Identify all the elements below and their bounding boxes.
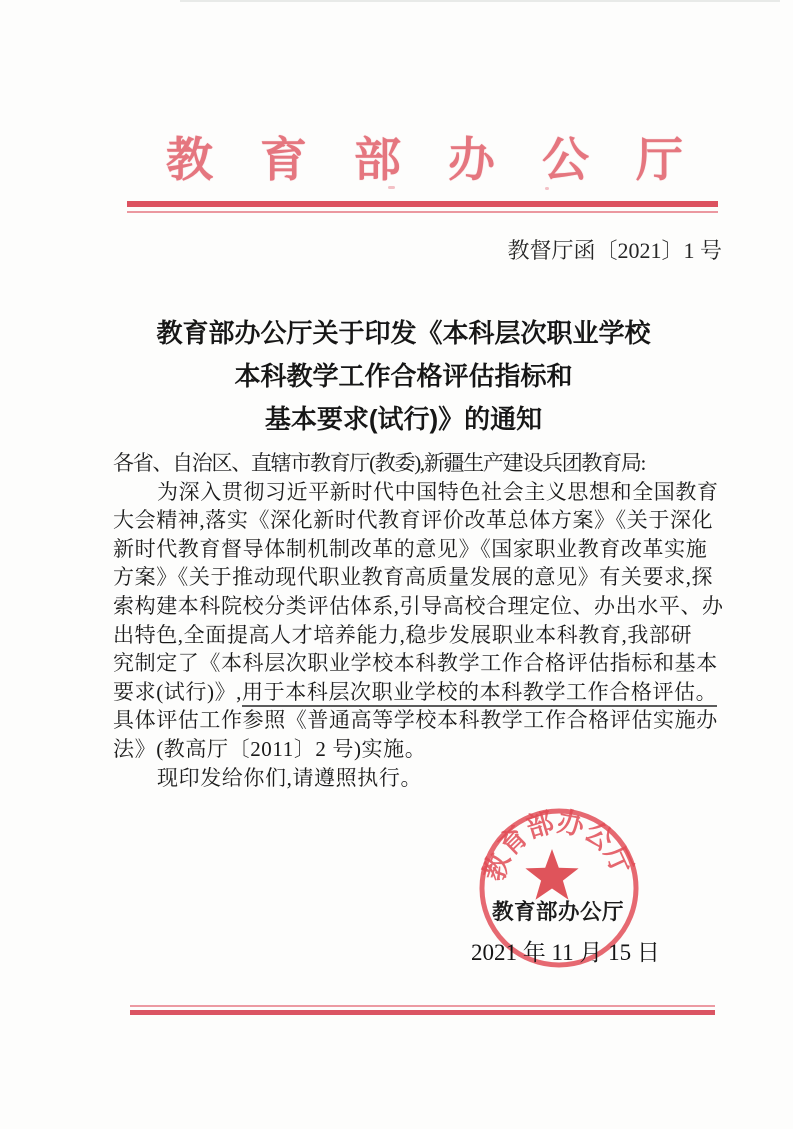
notice-title — [101, 312, 706, 441]
notice-title-line-1: 教育部办公厅关于印发《本科层次职业学校 — [156, 318, 651, 348]
issuer-signature: 教育部办公厅 — [492, 900, 625, 924]
footer-rule-thick — [130, 1010, 715, 1015]
document-number: 教督厅函〔2021〕1 号 — [507, 238, 722, 263]
body-line-with-underline — [113, 678, 718, 707]
body-line: 究制定了《本科层次职业学校本科教学工作合格评估指标和基本 — [113, 651, 718, 676]
footer-rule-thin — [130, 1005, 715, 1007]
issue-date: 2021 年 11 月 15 日 — [471, 940, 660, 965]
letterhead-rule-thin — [127, 211, 718, 213]
body-line: 出特色,全面提高人才培养能力,稳步发展职业本科教育,我部研 — [113, 622, 693, 647]
body-line: 方案》《关于推动现代职业教育高质量发展的意见》有关要求,探 — [113, 565, 714, 590]
notice-title-line-3: 基本要求(试行)》的通知 — [264, 404, 543, 434]
body-line: 具体评估工作参照《普通高等学校本科教学工作合格评估实施办 — [113, 708, 718, 733]
letterhead-agency-title: 教育部办公厅 — [166, 135, 730, 187]
scan-artifact — [545, 187, 549, 190]
seal-star-icon — [525, 849, 578, 900]
body-line-pre-text: 要求(试行)》, — [113, 679, 243, 704]
notice-body — [113, 449, 724, 792]
body-line: 法》(教高厅〔2011〕2 号)实施。 — [113, 736, 427, 761]
scan-artifact — [180, 0, 780, 2]
letterhead-rule-thick — [127, 201, 718, 207]
closing-line: 现印发给你们,请遵照执行。 — [157, 765, 423, 790]
body-line: 索构建本科院校分类评估体系,引导高校合理定位、办出水平、办 — [113, 593, 724, 618]
salutation-line: 各省、自治区、直辖市教育厅(教委),新疆生产建设兵团教育局: — [113, 451, 646, 475]
body-line: 为深入贯彻习近平新时代中国特色社会主义思想和全国教育 — [157, 479, 719, 504]
seal-arc-text: 教育部办公厅 — [478, 806, 638, 885]
underlined-passage: 用于本科层次职业学校的本科教学工作合格评估。 — [242, 680, 717, 707]
notice-title-line-2: 本科教学工作合格评估指标和 — [234, 361, 573, 391]
body-line: 大会精神,落实《深化新时代教育评价改革总体方案》《关于深化 — [113, 508, 714, 533]
body-line: 新时代教育督导体制机制改革的意见》《国家职业教育改革实施 — [113, 536, 708, 561]
